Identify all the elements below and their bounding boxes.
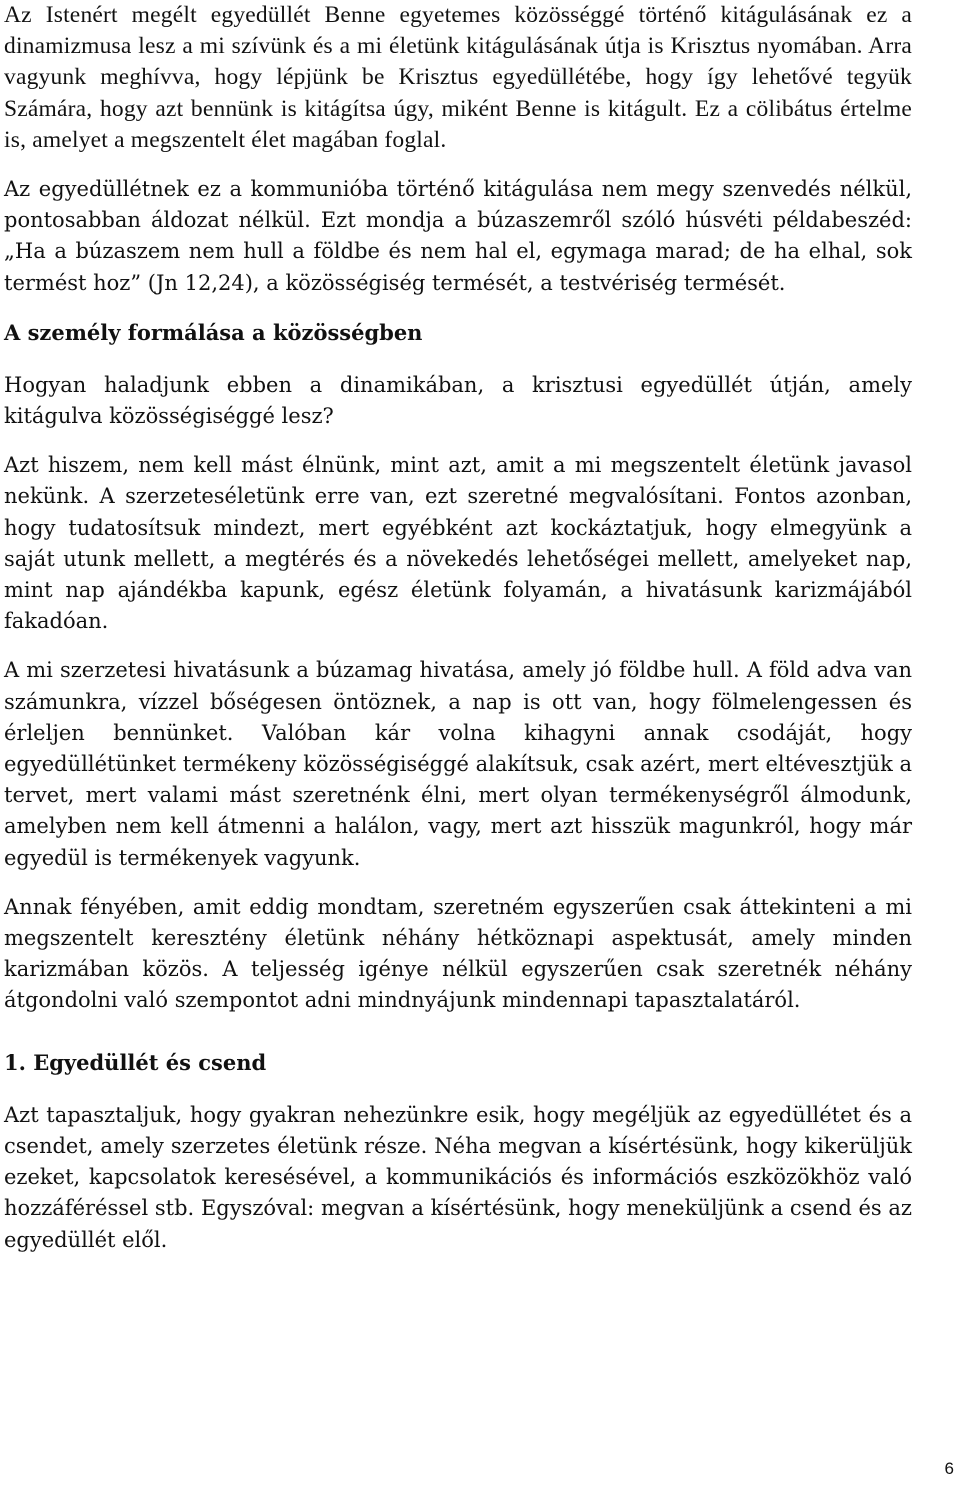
page-number: 6 (944, 1459, 954, 1478)
section-heading: 1. Egyedüllét és csend (4, 1049, 267, 1075)
paragraph: Azt tapasztaljuk, hogy gyakran nehezünkre esik, hogy megéljük az egyedüllétet és a csendet, amely szerzetes életünk része. Néha megvan a kísértésünk, hogy kikerüljük ezeket, kapcsolatok keresésével, a kommunikációs és információs eszközökhöz való hozzáféréssel stb. Egyszóval: megvan a kísértésünk, hogy meneküljünk a csend és az egyedüllét elől. (4, 1102, 912, 1252)
paragraph: Annak fényében, amit eddig mondtam, szeretném egyszerűen csak áttekinteni a mi megszentelt keresztény életünk néhány hétköznapi aspektusát, amely minden karizmában közös. A teljesség igénye nélkül egyszerűen csak szeretnék néhány átgondolni való szempontot adni mindnyájunk mindennapi tapasztalatáról. (4, 894, 912, 1013)
paragraph: Az Istenért megélt egyedüllét Benne egyetemes közösséggé történő kitágulásának ez a dinamizmusa lesz a mi szívünk és a mi életünk kitágulásának útja is Krisztus nyomában. Arra vagyunk meghívva, hogy lépjünk be Krisztus egyedüllétébe, hogy így lehetővé tegyük Számára, hogy azt bennünk is kitágítsa úgy, miként Benne is kitágult. Ez a cölibátus értelme is, amelyet a megszentelt élet magában foglal. (4, 2, 912, 153)
paragraph: A mi szerzetesi hivatásunk a búzamag hivatása, amely jó földbe hull. A föld adva van számunkra, vízzel bőségesen öntöznek, a nap is ott van, hogy fölmelengessen és érleljen bennünket. Valóban kár volna kihagyni annak csodáját, hogy egyedüllétünket termékeny közösségiséggé alakítsuk, csak azért, mert eltévesztjük a tervet, mert valami mást szeretnénk élni, mert olyan termékenységről álmodunk, amelyben nem kell átmenni a halálon, vagy, mert azt hisszük magunkról, hogy már egyedül is termékenyek vagyunk. (4, 658, 912, 870)
paragraph: Hogyan haladjunk ebben a dinamikában, a krisztusi egyedüllét útján, amely kitágulva közösségiséggé lesz? (4, 372, 912, 429)
section-heading: A személy formálása a közösségben (4, 319, 423, 345)
paragraph: Azt hiszem, nem kell mást élnünk, mint azt, amit a mi megszentelt életünk javasol nekünk. A szerzeteséletünk erre van, ezt szeretné megvalósítani. Fontos azonban, hogy tudatosítsuk mindezt, mert egyébként azt kockáztatjuk, hogy elmegyünk a saját utunk mellett, a megtérés és a növekedés lehetőségei mellett, amelyeket nap, mint nap ajándékba kapunk, egész életünk folyamán, a hivatásunk karizmájából fakadóan. (4, 453, 912, 634)
document-body (4, 0, 912, 1256)
paragraph: Az egyedüllétnek ez a kommunióba történő kitágulása nem megy szenvedés nélkül, pontosabban áldozat nélkül. Ezt mondja a búzaszemről szóló húsvéti példabeszéd: „Ha a búzaszem nem hull a földbe és nem hal el, egymaga marad; de ha elhal, sok termést hoz” (Jn 12,24), a közösségiség termését, a testvériség termését. (4, 177, 912, 295)
